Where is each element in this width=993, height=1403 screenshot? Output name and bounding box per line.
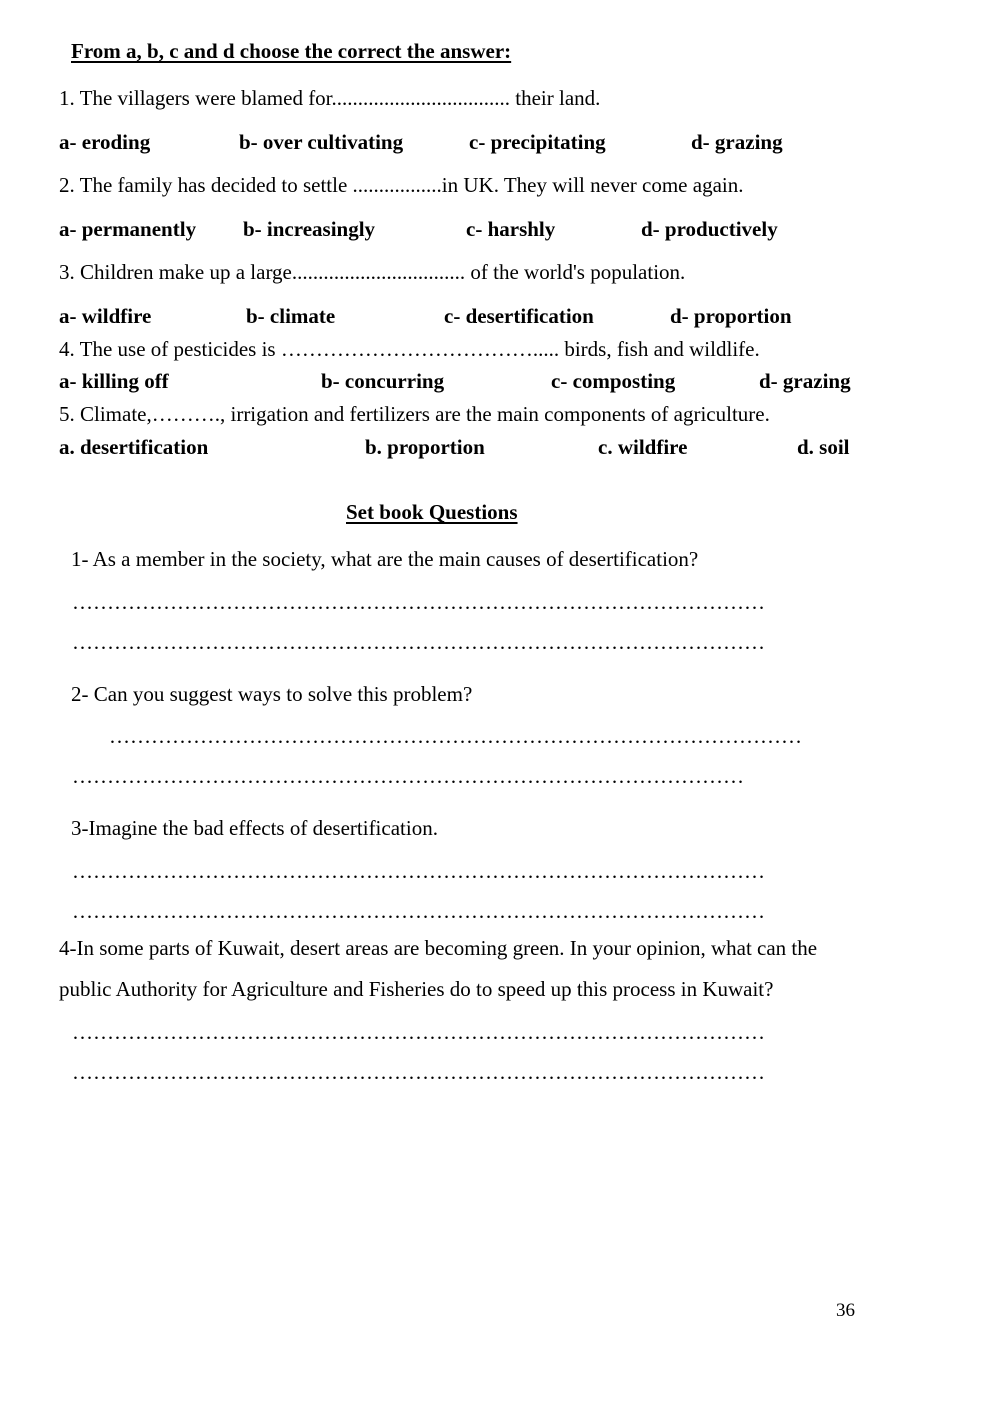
option-5c: c. wildfire	[598, 435, 688, 459]
answer-line: ………………………………………………………………………………………	[72, 859, 765, 883]
page-number: 36	[836, 1300, 855, 1321]
option-4d: d- grazing	[759, 369, 851, 393]
option-1b: b- over cultivating	[239, 130, 404, 154]
question-1: 1. The villagers were blamed for.................................. their land.	[59, 86, 601, 110]
option-1d: d- grazing	[691, 130, 783, 154]
question-5: 5. Climate,………., irrigation and fertilizers are the main components of agriculture.	[59, 402, 770, 426]
option-3d: d- proportion	[670, 304, 792, 328]
mcq-heading: From a, b, c and d choose the correct the answer:	[71, 39, 512, 63]
answer-line: ………………………………………………………………………………………	[72, 899, 765, 923]
answer-line: ……………………………………………………………………………………	[72, 764, 744, 788]
question-3: 3. Children make up a large................................. of the world's population.	[59, 260, 686, 284]
setbook-question-4-line2: public Authority for Agriculture and Fisheries do to speed up this process in Kuwait?	[59, 977, 774, 1001]
option-2a: a- permanently	[59, 217, 197, 241]
option-3b: b- climate	[246, 304, 336, 328]
option-2c: c- harshly	[466, 217, 556, 241]
option-3a: a- wildfire	[59, 304, 152, 328]
option-5b: b. proportion	[365, 435, 485, 459]
answer-line: ………………………………………………………………………………………	[72, 630, 765, 654]
option-2d: d- productively	[641, 217, 778, 241]
answer-line: ………………………………………………………………………………………	[72, 590, 765, 614]
option-5d: d. soil	[797, 435, 850, 459]
setbook-question-2: 2- Can you suggest ways to solve this problem?	[71, 682, 473, 706]
answer-line: ………………………………………………………………………………………	[72, 1060, 765, 1084]
option-4a: a- killing off	[59, 369, 169, 393]
answer-line: ………………………………………………………………………………………	[72, 1020, 765, 1044]
setbook-heading: Set book Questions	[346, 500, 518, 524]
option-1c: c- precipitating	[469, 130, 606, 154]
option-4b: b- concurring	[321, 369, 445, 393]
setbook-question-1: 1- As a member in the society, what are the main causes of desertification?	[71, 547, 699, 571]
setbook-question-4-line1: 4-In some parts of Kuwait, desert areas are becoming green. In your opinion, what can the	[59, 936, 818, 960]
option-5a: a. desertification	[59, 435, 209, 459]
question-2: 2. The family has decided to settle .................in UK. They will never come again.	[59, 173, 744, 197]
setbook-question-3: 3-Imagine the bad effects of desertification.	[71, 816, 438, 840]
option-1a: a- eroding	[59, 130, 151, 154]
option-3c: c- desertification	[444, 304, 594, 328]
question-4: 4. The use of pesticides is ………………………………..... birds, fish and wildlife.	[59, 337, 760, 361]
option-2b: b- increasingly	[243, 217, 376, 241]
answer-line: ………………………………………………………………………………………	[109, 724, 802, 748]
option-4c: c- composting	[551, 369, 676, 393]
